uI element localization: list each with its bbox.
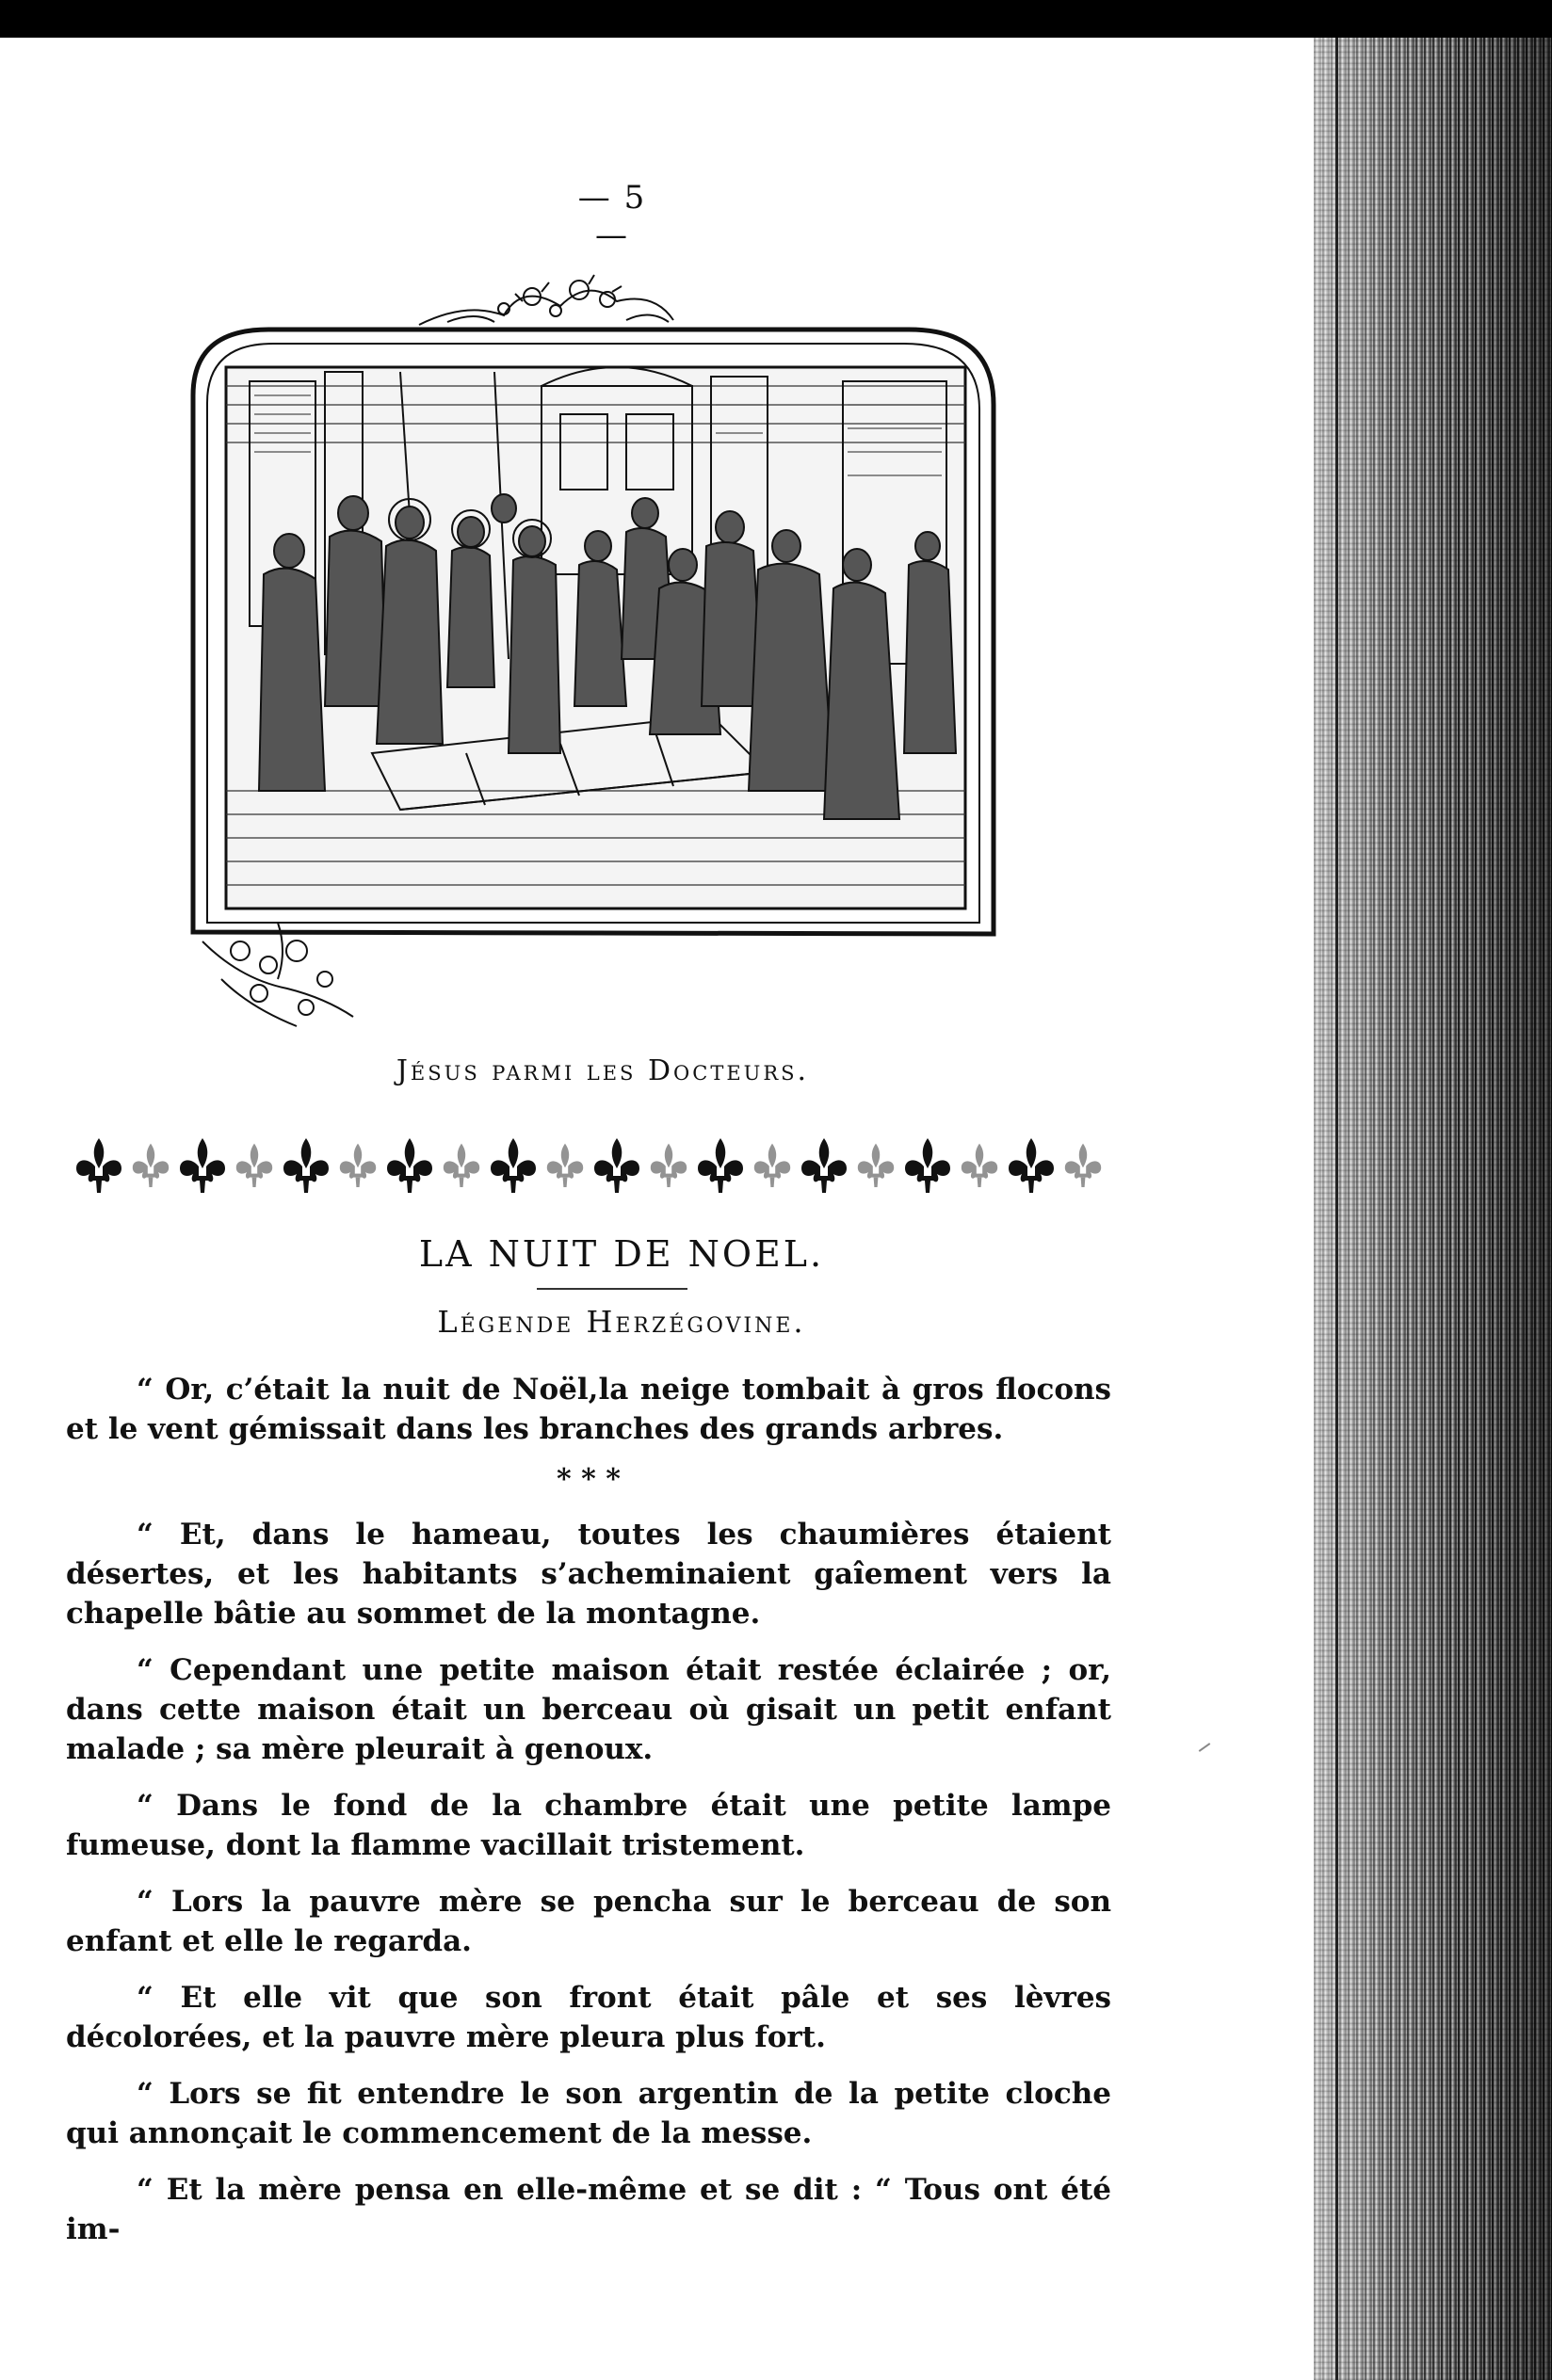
article-body (66, 1370, 1111, 2266)
paragraph: “ Lors la pauvre mère se pencha sur le berceau de son enfant et elle le regarda. (66, 1885, 1111, 1958)
paragraph: “ Lors se fit entendre le son argentin de la petite cloche qui annonçait le commencement de la messe. (66, 2077, 1111, 2150)
scan-border (0, 0, 1552, 38)
paragraph: “ Cependant une petite maison était restée éclairée ; or, dans cette maison était un berceau où gisait un petit enfant malade ; sa mère pleurait à genoux. (66, 1653, 1111, 1766)
illustration-caption: Jésus parmi les Docteurs. (396, 1054, 810, 1087)
paragraph: “ Et elle vit que son front était pâle et ses lèvres décolorées, et la pauvre mère pleura plus fort. (66, 1981, 1111, 2054)
illustration (184, 264, 1012, 1054)
paragraph: “ Dans le fond de la chambre était une petite lampe fumeuse, dont la flamme vacillait tristement. (66, 1789, 1111, 1862)
fleur-de-lis-icon (71, 1125, 1125, 1200)
title-divider (537, 1288, 687, 1290)
paragraph: “ Et, dans le hameau, toutes les chaumières étaient désertes, et les habitants s’acheminaient gaîement vers la chapelle bâtie au sommet de la montagne. (66, 1518, 1111, 1631)
fleur-de-lis-border (71, 1125, 1125, 1200)
asterism: * * * (557, 1463, 621, 1496)
book-edge-texture (1314, 38, 1552, 2380)
engraving-scene-icon (184, 264, 1012, 1054)
paragraph: “ Et la mère pensa en elle-même et se dit : “ Tous ont été im- (66, 2173, 1111, 2246)
page-edge-line (1335, 38, 1338, 2380)
asterism-separator (66, 1463, 1111, 1496)
page-number: — 5 — (577, 179, 647, 254)
paragraph: “ Or, c’était la nuit de Noël,la neige tombait à gros flocons et le vent gémissait dans les branches des grands arbres. (66, 1373, 1111, 1446)
article-title: LA NUIT DE NOEL. (418, 1233, 825, 1275)
article-subtitle: Légende Herzégovine. (437, 1304, 806, 1340)
